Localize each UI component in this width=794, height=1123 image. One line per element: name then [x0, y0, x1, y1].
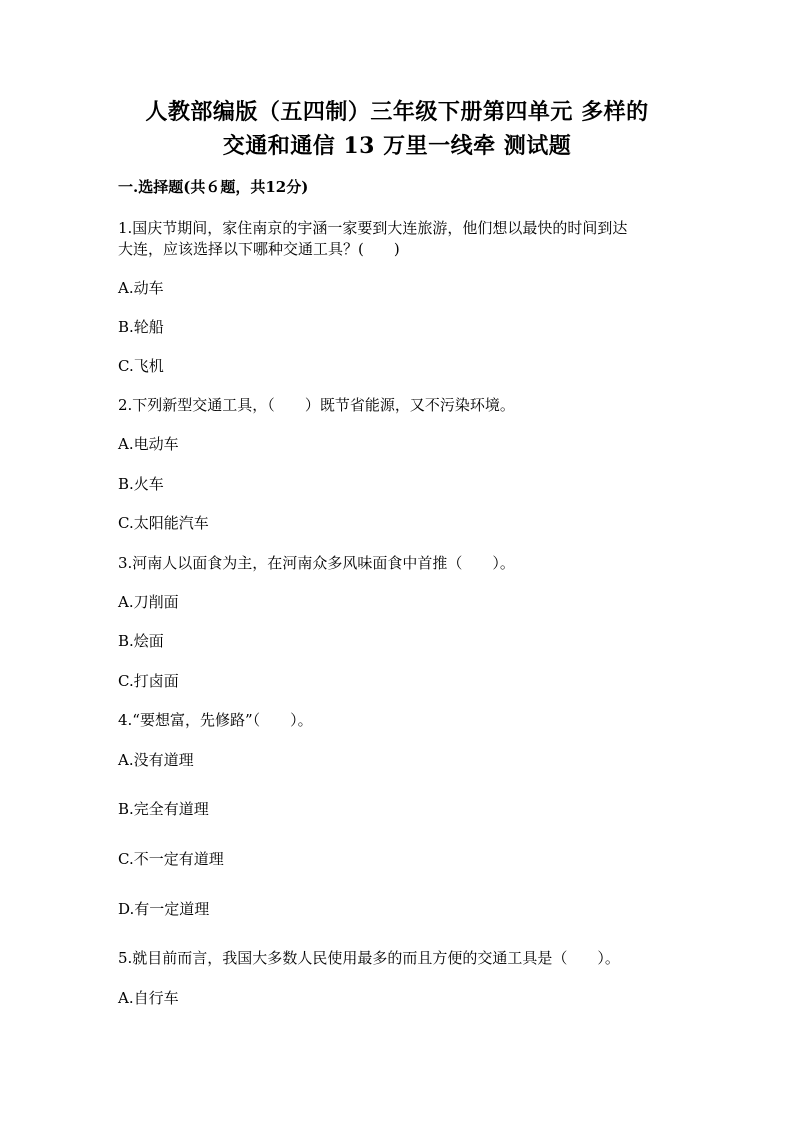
- question-2-option-a: A.电动车: [118, 435, 179, 453]
- question-5-option-a: A.自行车: [118, 989, 179, 1007]
- section-heading: 一.选择题(共６题，共12分): [118, 178, 309, 196]
- question-4-stem: 4.“要想富，先修路”（ ）。: [118, 711, 313, 729]
- question-2-stem: 2.下列新型交通工具，（ ）既节省能源，又不污染环境。: [118, 396, 515, 414]
- question-4-option-b: B.完全有道理: [118, 800, 209, 818]
- question-4-option-d: D.有一定道理: [118, 900, 210, 918]
- question-1-option-c: C.飞机: [118, 357, 164, 375]
- question-1-stem-line-1: 1.国庆节期间，家住南京的宇涵一家要到大连旅游，他们想以最快的时间到达: [118, 219, 628, 237]
- question-4-option-a: A.没有道理: [118, 751, 194, 769]
- document-title-line-1: 人教部编版（五四制）三年级下册第四单元 多样的: [145, 99, 649, 125]
- question-1-option-b: B.轮船: [118, 318, 164, 336]
- question-3-stem: 3.河南人以面食为主，在河南众多风味面食中首推（ ）。: [118, 554, 515, 572]
- question-1-stem-line-2: 大连，应该选择以下哪种交通工具？( ): [118, 240, 400, 258]
- document-title-line-2: 交通和通信 13 万里一线牵 测试题: [222, 133, 572, 159]
- question-2-option-c: C.太阳能汽车: [118, 514, 209, 532]
- question-2-option-b: B.火车: [118, 475, 164, 493]
- question-1-option-a: A.动车: [118, 279, 164, 297]
- question-3-option-c: C.打卤面: [118, 672, 179, 690]
- question-5-stem: 5.就目前而言，我国大多数人民使用最多的而且方便的交通工具是（ ）。: [118, 949, 620, 967]
- question-3-option-b: B.烩面: [118, 632, 164, 650]
- question-4-option-c: C.不一定有道理: [118, 850, 224, 868]
- question-3-option-a: A.刀削面: [118, 593, 179, 611]
